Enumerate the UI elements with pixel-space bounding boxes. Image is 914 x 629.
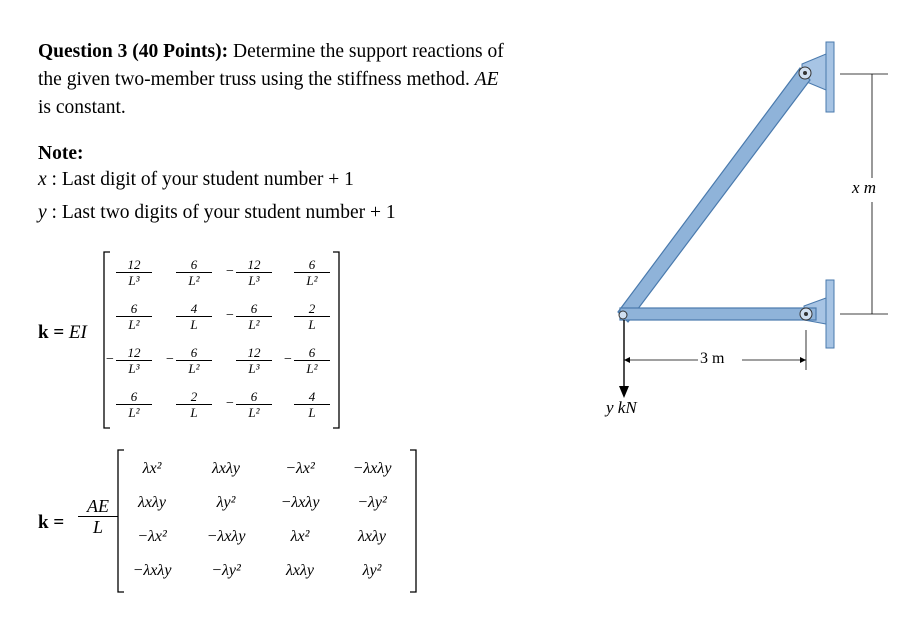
matrix1-cell-num: 6 — [116, 302, 152, 317]
height-label: x m — [852, 178, 877, 197]
matrix1-cell — [176, 390, 212, 419]
matrix1-cell-num: 6 — [236, 302, 272, 317]
matrix2-cell: λy² — [362, 562, 382, 579]
matrix2-cell: λy² — [216, 494, 236, 511]
question-line1: Determine the support reactions of — [228, 41, 504, 62]
note-y-var: y — [38, 202, 47, 223]
question-line3: is constant. — [38, 97, 126, 118]
matrix1-factor: EI — [68, 322, 87, 343]
matrix1-cell-num: 2 — [294, 302, 330, 317]
matrix1-cell-den: L — [190, 317, 198, 332]
matrix1-cell — [236, 390, 272, 419]
load-arrow-head — [619, 386, 629, 398]
matrix2-cell: λx² — [290, 528, 310, 545]
matrix1-cell-num: 2 — [176, 390, 212, 405]
matrix1-cell — [236, 258, 272, 287]
matrix1-cells — [108, 252, 338, 430]
matrix1-cell-den: L — [190, 405, 198, 420]
matrix1-cell-num: 6 — [294, 258, 330, 273]
matrix1-cell-den: L — [308, 405, 316, 420]
matrix2-factor-num: AE — [78, 496, 118, 517]
matrix2-cell: −λy² — [211, 562, 241, 579]
matrix1-sign: − — [226, 396, 234, 411]
matrix2-cell: −λxλy — [352, 460, 392, 477]
matrix1-sign: − — [166, 352, 174, 367]
matrix1-cell-den: L² — [306, 273, 318, 288]
matrix2-cells — [122, 452, 412, 592]
matrix1-label — [38, 322, 87, 344]
matrix1-cell — [294, 302, 330, 331]
width-label: 3 m — [700, 350, 725, 367]
matrix1-cell — [236, 302, 272, 331]
truss-figure — [590, 20, 900, 440]
matrix1-cell-num: 12 — [236, 346, 272, 361]
matrix1-cell-den: L² — [188, 361, 200, 376]
matrix2-cell: −λxλy — [280, 494, 320, 511]
matrix1-cell — [116, 346, 152, 375]
matrix1-cell — [116, 390, 152, 419]
matrix2-label — [38, 512, 64, 534]
matrix1-cell — [176, 258, 212, 287]
matrix1-cell-den: L — [308, 317, 316, 332]
matrix1-cell-den: L³ — [248, 273, 260, 288]
matrix1-cell — [294, 346, 330, 375]
matrix2-cell: −λxλy — [132, 562, 172, 579]
matrix2-cell: −λx² — [137, 528, 167, 545]
matrix1-cell — [176, 302, 212, 331]
matrix2-cell: −λx² — [285, 460, 315, 477]
matrix1-sign: − — [226, 308, 234, 323]
matrix1-cell — [176, 346, 212, 375]
matrix1-cell-den: L² — [248, 405, 260, 420]
matrix2-cell: λxλy — [211, 460, 241, 477]
diagonal-member — [618, 68, 810, 322]
matrix2-cell: λxλy — [285, 562, 315, 579]
matrix2-cell: −λy² — [357, 494, 387, 511]
matrix1-k: k = — [38, 322, 69, 343]
matrix1-cell-num: 6 — [294, 346, 330, 361]
matrix1-cell-num: 6 — [236, 390, 272, 405]
matrix1-cell-num: 12 — [116, 346, 152, 361]
matrix1-cell-den: L³ — [248, 361, 260, 376]
matrix1-cell-den: L² — [188, 273, 200, 288]
matrix1-cell — [116, 302, 152, 331]
load-label: y kN — [606, 398, 637, 417]
top-support-plate — [826, 42, 834, 112]
note-x-line — [38, 169, 354, 191]
matrix1-cell-den: L² — [248, 317, 260, 332]
matrix1-cell-num: 6 — [176, 346, 212, 361]
matrix1-cell-num: 12 — [116, 258, 152, 273]
matrix2-factor-den: L — [92, 517, 103, 537]
matrix1-sign: − — [226, 264, 234, 279]
question-label: Question 3 (40 Points): — [38, 41, 229, 62]
matrix2-k: k = — [38, 512, 65, 533]
matrix2-cell: λxλy — [137, 494, 167, 511]
matrix1-cell — [236, 346, 272, 375]
note-x-text: : Last digit of your student number + 1 — [46, 169, 354, 190]
matrix1-cell-num: 4 — [294, 390, 330, 405]
matrix1-cell — [294, 258, 330, 287]
matrix2-cell: λxλy — [357, 528, 387, 545]
matrix1-sign: − — [106, 352, 114, 367]
matrix1-cell-den: L³ — [128, 361, 140, 376]
matrix1-sign: − — [284, 352, 292, 367]
note-x-var: x — [38, 169, 47, 190]
matrix1-cell-den: L² — [128, 405, 140, 420]
free-joint — [619, 311, 627, 319]
matrix1-cell-den: L³ — [128, 273, 140, 288]
matrix1-cell — [294, 390, 330, 419]
question-line2: the given two-member truss using the stiffness method. — [38, 69, 475, 90]
question-text — [38, 38, 598, 122]
matrix1-cell-den: L² — [306, 361, 318, 376]
horizontal-member — [620, 308, 816, 320]
question-ae: AE — [474, 69, 499, 90]
matrix2-cell: λx² — [142, 460, 162, 477]
bottom-support-plate — [826, 280, 834, 348]
note-y-line — [38, 202, 396, 224]
matrix1-cell-num: 12 — [236, 258, 272, 273]
matrix1-cell — [116, 258, 152, 287]
matrix1-cell-den: L² — [128, 317, 140, 332]
matrix1-cell-num: 6 — [116, 390, 152, 405]
note-heading: Note: — [38, 143, 84, 164]
matrix1-cell-num: 4 — [176, 302, 212, 317]
note-y-text: : Last two digits of your student number + 1 — [46, 202, 396, 223]
matrix2-cell: −λxλy — [206, 528, 246, 545]
matrix1-cell-num: 6 — [176, 258, 212, 273]
